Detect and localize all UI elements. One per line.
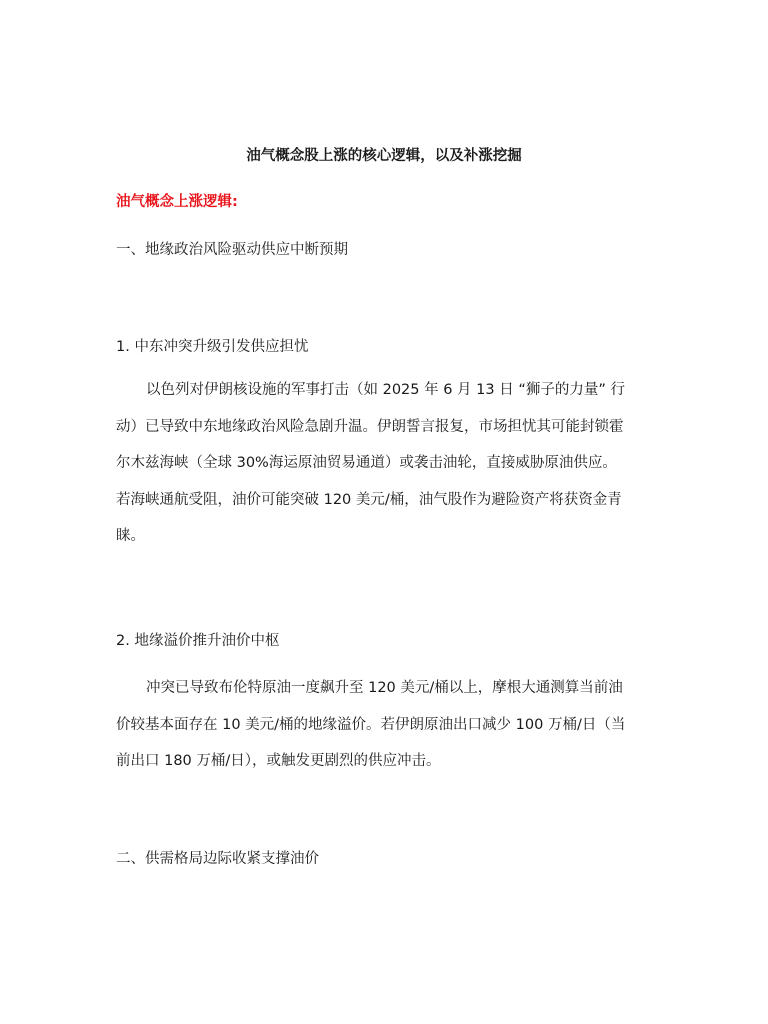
paragraph-2 xyxy=(116,670,660,780)
paragraph-1-line-4: 若海峡通航受阻，油价可能突破 120 美元/桶，油气股作为避险资产将获资金青 xyxy=(116,491,622,508)
subsection2-heading: 2. 地缘溢价推升油价中枢 xyxy=(116,633,280,649)
section2-heading: 二、供需格局边际收紧支撑油价 xyxy=(116,851,319,867)
section1-heading: 一、地缘政治风险驱动供应中断预期 xyxy=(116,242,348,258)
paragraph-1-line-2: 动）已导致中东地缘政治风险急剧升温。伊朗誓言报复，市场担忧其可能封锁霍 xyxy=(116,418,624,435)
paragraph-2-line-2: 价较基本面存在 10 美元/桶的地缘溢价。若伊朗原油出口减少 100 万桶/日（当 xyxy=(116,716,626,733)
paragraph-1-line-3: 尔木兹海峡（全球 30%海运原油贸易通道）或袭击油轮，直接威胁原油供应。 xyxy=(116,455,617,471)
red-section-heading: 油气概念上涨逻辑: xyxy=(116,194,238,210)
paragraph-2-line-1: 冲突已导致布伦特原油一度飙升至 120 美元/桶以上，摩根大通测算当前油 xyxy=(146,680,623,696)
document-title: 油气概念股上涨的核心逻辑，以及补涨挖掘 xyxy=(246,148,522,164)
paragraph-1-line-1: 以色列对伊朗核设施的军事打击（如 2025 年 6 月 13 日 “狮子的力量” 行 xyxy=(146,382,625,398)
paragraph-1 xyxy=(116,372,660,555)
paragraph-1-line-5: 睐。 xyxy=(116,528,145,544)
subsection1-heading: 1. 中东冲突升级引发供应担忧 xyxy=(116,339,309,355)
paragraph-2-line-3: 前出口 180 万桶/日），或触发更剧烈的供应冲击。 xyxy=(116,753,441,769)
